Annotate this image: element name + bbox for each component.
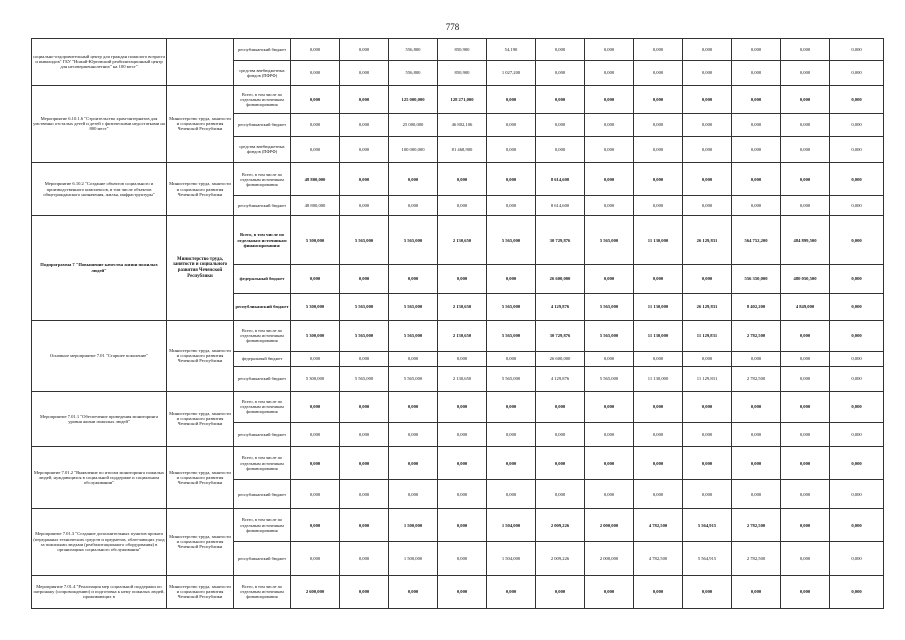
value-cell: 0,000 <box>634 391 683 422</box>
value-cell: 2 130,650 <box>438 294 487 321</box>
source-cell: республиканский бюджет <box>234 294 291 321</box>
table-row <box>32 391 884 422</box>
value-cell: 0,000 <box>683 136 732 163</box>
value-cell: 0,000 <box>438 575 487 608</box>
value-cell: 0,000 <box>389 422 438 446</box>
value-cell: 5 300,000 <box>291 367 340 391</box>
subprogram-name-cell: Подпрограмма 7 "Повышение качества жизни пожилых людей" <box>32 216 167 320</box>
table-row <box>32 447 884 480</box>
value-cell: 0,000 <box>487 575 536 608</box>
value-cell: 0,000 <box>830 216 884 265</box>
value-cell: 0,000 <box>830 294 884 321</box>
value-cell: 0,000 <box>830 320 884 351</box>
value-cell: 0,000 <box>536 39 585 61</box>
value-cell: 25 000,000 <box>389 114 438 136</box>
value-cell: 0,000 <box>487 391 536 422</box>
value-cell: 128 271,000 <box>438 85 487 114</box>
value-cell: 2 000,000 <box>585 542 634 575</box>
value-cell: 5 565,000 <box>389 367 438 391</box>
executor-cell: Министерство труда, занятости и социального развития Чеченской Республики <box>167 216 234 320</box>
value-cell: 0,000 <box>340 542 389 575</box>
value-cell: 1 504,000 <box>487 509 536 542</box>
value-cell: 0,000 <box>487 351 536 367</box>
source-cell: Всего, в том числе по отдельным источникам финансирования <box>234 85 291 114</box>
source-cell: Всего, в том числе по отдельным источникам финансирования <box>234 509 291 542</box>
value-cell: 26 129,831 <box>683 216 732 265</box>
value-cell: 0,000 <box>585 39 634 61</box>
value-cell: 0,000 <box>830 367 884 391</box>
value-cell: 100 000,000 <box>389 136 438 163</box>
value-cell: 0,000 <box>683 39 732 61</box>
value-cell: 0,000 <box>291 351 340 367</box>
value-cell: 30 729,876 <box>536 320 585 351</box>
executor-cell: Министерство труда, занятости и социального развития Чеченской Республики <box>167 447 234 509</box>
value-cell: 2 009,226 <box>536 542 585 575</box>
value-cell: 0,000 <box>634 575 683 608</box>
value-cell: 0,000 <box>291 391 340 422</box>
value-cell: 0,000 <box>487 114 536 136</box>
value-cell: 0,000 <box>340 136 389 163</box>
value-cell: 0,000 <box>634 61 683 85</box>
value-cell: 0,000 <box>340 85 389 114</box>
value-cell: 26 600,000 <box>536 265 585 294</box>
source-cell: федеральный бюджет <box>234 265 291 294</box>
value-cell: 0,000 <box>487 136 536 163</box>
value-cell: 0,000 <box>830 265 884 294</box>
value-cell: 0,000 <box>634 351 683 367</box>
value-cell: 0,000 <box>487 422 536 446</box>
value-cell: 1 504,000 <box>487 542 536 575</box>
value-cell: 8 614,600 <box>536 196 585 216</box>
value-cell: 0,000 <box>732 196 781 216</box>
value-cell: 0,000 <box>438 163 487 196</box>
value-cell: 54,190 <box>487 39 536 61</box>
executor-cell: Министерство труда, занятости и социального развития Чеченской Республики <box>167 320 234 391</box>
value-cell: 0,000 <box>487 480 536 509</box>
value-cell: 4 849,000 <box>781 294 830 321</box>
value-cell: 0,000 <box>340 575 389 608</box>
value-cell: 0,000 <box>536 114 585 136</box>
value-cell: 26 129,831 <box>683 294 732 321</box>
value-cell: 0,000 <box>634 114 683 136</box>
executor-cell: Министерство труда, занятости и социального развития Чеченской Республики <box>167 509 234 576</box>
value-cell: 0,000 <box>291 509 340 542</box>
executor-cell: Министерство труда, занятости и социального развития Чеченской Республики <box>167 391 234 446</box>
value-cell: 0,000 <box>291 136 340 163</box>
value-cell: 0,000 <box>683 114 732 136</box>
source-cell: Всего, в том числе по отдельным источникам финансирования <box>234 320 291 351</box>
value-cell: 0,000 <box>781 61 830 85</box>
value-cell: 5 565,000 <box>340 320 389 351</box>
value-cell: 0,000 <box>732 422 781 446</box>
value-cell: 0,000 <box>781 480 830 509</box>
value-cell: 0,000 <box>340 480 389 509</box>
value-cell: 2 009,226 <box>536 509 585 542</box>
value-cell: 0,000 <box>830 136 884 163</box>
value-cell: 0,000 <box>781 542 830 575</box>
value-cell: 4 129,876 <box>536 367 585 391</box>
value-cell: 0,000 <box>830 480 884 509</box>
value-cell: 0,000 <box>781 85 830 114</box>
page-number: 778 <box>445 22 460 32</box>
table-row <box>32 163 884 196</box>
source-cell: Всего, в том числе по отдельным источникам финансирования <box>234 575 291 608</box>
value-cell: 0,000 <box>634 163 683 196</box>
budget-table <box>31 38 884 609</box>
value-cell: 0,000 <box>683 391 732 422</box>
value-cell: 5 300,000 <box>291 294 340 321</box>
value-cell: 5 565,000 <box>487 320 536 351</box>
value-cell: 1 027,200 <box>487 61 536 85</box>
value-cell: 0,000 <box>830 422 884 446</box>
value-cell: 0,000 <box>732 136 781 163</box>
measure-name-cell: Мероприятие 6.10.2 "Создание объектов социального и производственного комплексов, в том числе объектов общегражданского назначения, жилья, инфраструктуры" <box>32 163 167 216</box>
value-cell: 0,000 <box>291 85 340 114</box>
value-cell: 0,000 <box>389 391 438 422</box>
value-cell: 0,000 <box>781 422 830 446</box>
value-cell: 0,000 <box>438 422 487 446</box>
value-cell: 0,000 <box>683 61 732 85</box>
value-cell: 0,000 <box>536 422 585 446</box>
value-cell: 5 565,000 <box>340 367 389 391</box>
value-cell: 0,000 <box>781 509 830 542</box>
value-cell: 26 600,000 <box>536 351 585 367</box>
value-cell: 5 300,000 <box>291 216 340 265</box>
value-cell: 8 614,600 <box>536 163 585 196</box>
value-cell: 0,000 <box>781 196 830 216</box>
value-cell: 0,000 <box>732 39 781 61</box>
value-cell: 0,000 <box>634 39 683 61</box>
value-cell: 11 130,000 <box>634 294 683 321</box>
table-row <box>32 216 884 265</box>
executor-cell: Министерство труда, занятости и социального развития Чеченской Республики <box>167 163 234 216</box>
value-cell: 11 130,000 <box>634 367 683 391</box>
value-cell: 5 564,915 <box>683 509 732 542</box>
value-cell: 0,000 <box>340 447 389 480</box>
value-cell: 0,000 <box>340 114 389 136</box>
value-cell: 0,000 <box>291 480 340 509</box>
value-cell: 0,000 <box>536 480 585 509</box>
value-cell: 0,000 <box>683 163 732 196</box>
source-cell: республиканский бюджет <box>234 422 291 446</box>
value-cell: 0,000 <box>732 391 781 422</box>
value-cell: 0,000 <box>732 480 781 509</box>
value-cell: 1 500,000 <box>389 509 438 542</box>
value-cell: 480 050,500 <box>781 265 830 294</box>
value-cell: 0,000 <box>536 136 585 163</box>
value-cell: 0,000 <box>732 85 781 114</box>
value-cell: 0,000 <box>781 391 830 422</box>
value-cell: 0,000 <box>536 85 585 114</box>
source-cell: республиканский бюджет <box>234 367 291 391</box>
value-cell: 2 130,650 <box>438 216 487 265</box>
value-cell: 0,000 <box>830 85 884 114</box>
value-cell: 0,000 <box>291 422 340 446</box>
value-cell: 0,000 <box>438 542 487 575</box>
value-cell: 5 565,000 <box>487 367 536 391</box>
value-cell: 0,000 <box>487 85 536 114</box>
value-cell: 0,000 <box>732 61 781 85</box>
value-cell: 0,000 <box>291 61 340 85</box>
measure-name-cell: социально-оздоровительный центр для граждан пожилого возраста и инвалидов" ГБУ "Ножай-Юртовский реабилитационный центр для несовершеннолетних" на 100 мест" <box>32 39 167 86</box>
value-cell: 0,000 <box>634 480 683 509</box>
source-cell: республиканский бюджет <box>234 114 291 136</box>
value-cell: 0,000 <box>340 61 389 85</box>
source-cell: республиканский бюджет <box>234 542 291 575</box>
value-cell: 0,000 <box>291 265 340 294</box>
value-cell: 0,000 <box>389 447 438 480</box>
value-cell: 0,000 <box>781 447 830 480</box>
value-cell: 0,000 <box>585 575 634 608</box>
value-cell: 2 000,000 <box>585 509 634 542</box>
value-cell: 11 129,831 <box>683 367 732 391</box>
value-cell: 0,000 <box>830 542 884 575</box>
source-cell: Всего, в том числе по отдельным источникам финансирования <box>234 391 291 422</box>
value-cell: 2 130,650 <box>438 320 487 351</box>
table-row <box>32 39 884 61</box>
value-cell: 0,000 <box>732 447 781 480</box>
value-cell: 2 782,500 <box>732 320 781 351</box>
value-cell: 0,000 <box>585 351 634 367</box>
value-cell: 0,000 <box>634 196 683 216</box>
executor-cell: Министерство труда, занятости и социального развития Чеченской Республики <box>167 575 234 608</box>
value-cell: 2 600,000 <box>291 575 340 608</box>
value-cell: 4 782,500 <box>634 542 683 575</box>
value-cell: 0,000 <box>340 422 389 446</box>
measure-name-cell: Мероприятие 7.01.2 "Выявление по итогам мониторинга пожилых людей, нуждающихся в социальной поддержке и социальном обслуживании" <box>32 447 167 509</box>
value-cell: 5 565,000 <box>389 294 438 321</box>
value-cell: 0,000 <box>585 265 634 294</box>
value-cell: 0,000 <box>683 196 732 216</box>
value-cell: 0,000 <box>340 265 389 294</box>
value-cell: 564 752,200 <box>732 216 781 265</box>
value-cell: 0,000 <box>683 575 732 608</box>
value-cell: 0,000 <box>340 391 389 422</box>
value-cell: 0,000 <box>683 85 732 114</box>
value-cell: 0,000 <box>536 61 585 85</box>
measure-name-cell: Мероприятие 7.01.3 "Создание дополнительных пунктов проката (переданных технических средств и предметов, облегчающих уход за пожилыми людьми (реабилитационного оборудования) в организациях социального обслуживания" <box>32 509 167 576</box>
value-cell: 5 565,000 <box>487 294 536 321</box>
value-cell: 5 565,000 <box>340 294 389 321</box>
value-cell: 30 729,876 <box>536 216 585 265</box>
source-cell: республиканский бюджет <box>234 480 291 509</box>
value-cell: 0,000 <box>830 39 884 61</box>
source-cell: Всего, в том числе по отдельным источникам финансирования: <box>234 216 291 265</box>
value-cell: 5 565,000 <box>487 216 536 265</box>
value-cell: 5 565,000 <box>585 320 634 351</box>
measure-name-cell: Мероприятие 7.01.1 "Обеспечение проведения мониторинга уровня жизни пожилых людей" <box>32 391 167 446</box>
value-cell: 2 782,500 <box>732 367 781 391</box>
value-cell: 0,000 <box>340 351 389 367</box>
source-cell: республиканский бюджет <box>234 39 291 61</box>
value-cell: 2 782,500 <box>732 542 781 575</box>
table-row <box>32 509 884 542</box>
value-cell: 0,000 <box>389 575 438 608</box>
value-cell: 0,000 <box>291 114 340 136</box>
value-cell: 0,000 <box>438 265 487 294</box>
value-cell: 0,000 <box>781 351 830 367</box>
source-cell: федеральный бюджет <box>234 351 291 367</box>
value-cell: 0,000 <box>683 422 732 446</box>
value-cell: 0,000 <box>291 39 340 61</box>
value-cell: 0,000 <box>781 163 830 196</box>
executor-cell: Министерство труда, занятости и социального развития Чеченской Республики <box>167 85 234 163</box>
table-row <box>32 320 884 351</box>
value-cell: 0,000 <box>389 163 438 196</box>
value-cell: 0,000 <box>585 114 634 136</box>
value-cell: 2 130,650 <box>438 367 487 391</box>
value-cell: 484 899,500 <box>781 216 830 265</box>
value-cell: 0,000 <box>830 196 884 216</box>
source-cell: средства внебюджетных фондов (ПФРФ) <box>234 61 291 85</box>
value-cell: 0,000 <box>683 447 732 480</box>
value-cell: 81 468,900 <box>438 136 487 163</box>
value-cell: 0,000 <box>585 136 634 163</box>
value-cell: 0,000 <box>781 136 830 163</box>
measure-name-cell: Основное мероприятие 7.01 "Старшее поколение" <box>32 320 167 391</box>
value-cell: 48 800,000 <box>291 196 340 216</box>
value-cell: 556 350,000 <box>732 265 781 294</box>
value-cell: 0,000 <box>732 114 781 136</box>
value-cell: 0,000 <box>438 391 487 422</box>
value-cell: 0,000 <box>536 447 585 480</box>
value-cell: 4 129,876 <box>536 294 585 321</box>
value-cell: 48 800,000 <box>291 163 340 196</box>
value-cell: 0,000 <box>340 39 389 61</box>
value-cell: 0,000 <box>830 447 884 480</box>
value-cell: 0,000 <box>585 85 634 114</box>
table-row <box>32 575 884 608</box>
value-cell: 0,000 <box>732 163 781 196</box>
value-cell: 5 565,000 <box>389 216 438 265</box>
value-cell: 5 565,000 <box>585 294 634 321</box>
value-cell: 0,000 <box>830 351 884 367</box>
value-cell: 0,000 <box>585 61 634 85</box>
value-cell: 2 782,500 <box>732 509 781 542</box>
value-cell: 0,000 <box>487 447 536 480</box>
value-cell: 0,000 <box>585 196 634 216</box>
value-cell: 850,900 <box>438 39 487 61</box>
value-cell: 0,000 <box>536 391 585 422</box>
value-cell: 0,000 <box>781 39 830 61</box>
value-cell: 0,000 <box>438 509 487 542</box>
value-cell: 0,000 <box>830 575 884 608</box>
value-cell: 0,000 <box>438 196 487 216</box>
value-cell: 0,000 <box>830 391 884 422</box>
value-cell: 0,000 <box>340 163 389 196</box>
value-cell: 0,000 <box>389 265 438 294</box>
value-cell: 0,000 <box>781 575 830 608</box>
value-cell: 11 129,831 <box>683 320 732 351</box>
value-cell: 0,000 <box>340 509 389 542</box>
value-cell: 0,000 <box>487 163 536 196</box>
value-cell: 0,000 <box>634 265 683 294</box>
measure-name-cell: Мероприятие 6.10.1.6 "Строительство храм-интернатов для умственно отсталых детей и детей с физическими недостатками на 800 мест" <box>32 85 167 163</box>
source-cell: Всего, в том числе по отдельным источникам финансирования <box>234 163 291 196</box>
value-cell: 0,000 <box>830 163 884 196</box>
value-cell: 0,000 <box>389 196 438 216</box>
value-cell: 0,000 <box>634 136 683 163</box>
value-cell: 556,800 <box>389 61 438 85</box>
value-cell: 46 802,106 <box>438 114 487 136</box>
value-cell: 0,000 <box>634 85 683 114</box>
value-cell: 0,000 <box>830 114 884 136</box>
value-cell: 0,000 <box>536 575 585 608</box>
source-cell: средства внебюджетных фондов (ПФРФ) <box>234 136 291 163</box>
value-cell: 0,000 <box>389 480 438 509</box>
value-cell: 0,000 <box>291 447 340 480</box>
value-cell: 0,000 <box>585 422 634 446</box>
value-cell: 11 130,000 <box>634 216 683 265</box>
value-cell: 0,000 <box>781 367 830 391</box>
value-cell: 0,000 <box>781 114 830 136</box>
value-cell: 0,000 <box>634 447 683 480</box>
value-cell: 5 565,000 <box>340 216 389 265</box>
table-row <box>32 85 884 114</box>
value-cell: 0,000 <box>585 480 634 509</box>
source-cell: республиканский бюджет <box>234 196 291 216</box>
source-cell: Всего, в том числе по отдельным источникам финансирования <box>234 447 291 480</box>
value-cell: 11 130,000 <box>634 320 683 351</box>
value-cell: 0,000 <box>487 196 536 216</box>
value-cell: 5 565,000 <box>389 320 438 351</box>
value-cell: 0,000 <box>781 320 830 351</box>
value-cell: 0,000 <box>585 447 634 480</box>
value-cell: 5 565,000 <box>585 367 634 391</box>
value-cell: 5 564,915 <box>683 542 732 575</box>
value-cell: 125 000,000 <box>389 85 438 114</box>
value-cell: 0,000 <box>732 351 781 367</box>
value-cell: 4 782,500 <box>634 509 683 542</box>
value-cell: 0,000 <box>487 265 536 294</box>
value-cell: 0,000 <box>634 422 683 446</box>
value-cell: 0,000 <box>438 351 487 367</box>
value-cell: 850,900 <box>438 61 487 85</box>
value-cell: 8 402,200 <box>732 294 781 321</box>
value-cell: 0,000 <box>340 196 389 216</box>
measure-name-cell: Мероприятие 7.01.4 "Реализация мер социальной поддержки по патронажу (сопровождению) и подготовка к нему пожилых людей, проживающих в <box>32 575 167 608</box>
value-cell: 0,000 <box>585 391 634 422</box>
value-cell: 0,000 <box>438 480 487 509</box>
value-cell: 0,000 <box>683 480 732 509</box>
value-cell: 0,000 <box>683 351 732 367</box>
value-cell: 556,800 <box>389 39 438 61</box>
value-cell: 0,000 <box>732 575 781 608</box>
value-cell: 0,000 <box>389 351 438 367</box>
value-cell: 1 500,000 <box>389 542 438 575</box>
value-cell: 0,000 <box>830 61 884 85</box>
value-cell: 0,000 <box>585 163 634 196</box>
value-cell: 0,000 <box>830 509 884 542</box>
value-cell: 5 300,000 <box>291 320 340 351</box>
value-cell: 5 565,000 <box>585 216 634 265</box>
value-cell: 0,000 <box>438 447 487 480</box>
value-cell: 0,000 <box>683 265 732 294</box>
value-cell: 0,000 <box>291 542 340 575</box>
executor-cell <box>167 39 234 86</box>
